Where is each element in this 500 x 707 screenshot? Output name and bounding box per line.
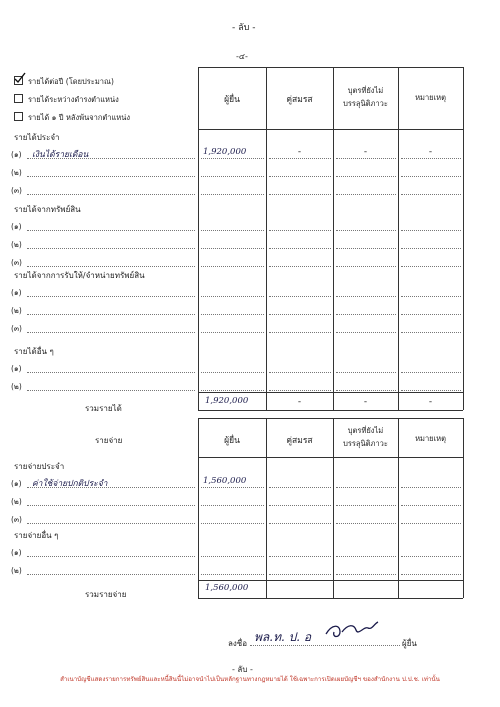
signature-scribble	[324, 620, 380, 642]
income-row-number: (๓)	[11, 186, 22, 195]
income-cell-line	[269, 248, 331, 249]
income-row-line	[27, 176, 195, 177]
expense-cell-line	[401, 487, 461, 488]
income-cell-line	[269, 266, 331, 267]
income-cell-line	[201, 230, 264, 231]
expense-col-filer: ผู้ยื่น	[224, 436, 240, 446]
income-row-description: เงินได้รายเดือน	[32, 150, 89, 160]
income-cell-line	[336, 390, 396, 391]
income-row-number: (๒)	[11, 382, 22, 391]
expense-cell-line	[269, 505, 331, 506]
income-cell-line	[336, 248, 396, 249]
income-row-line	[27, 332, 195, 333]
expense-row-number: (๒)	[11, 497, 22, 506]
income-section-title: รายได้ประจำ	[14, 133, 60, 142]
income-row-number: (๑)	[11, 364, 22, 373]
income-cell-line	[269, 176, 331, 177]
income-cell-line	[201, 266, 264, 267]
expense-cell-line	[336, 487, 396, 488]
expense-cell-line	[201, 556, 264, 557]
classification-stamp-bottom: - ลับ -	[232, 665, 253, 674]
expense-row-number: (๑)	[11, 479, 22, 488]
income-cell-line	[269, 332, 331, 333]
income-cell-line	[401, 296, 461, 297]
expense-row-number: (๓)	[11, 515, 22, 524]
income-row-line	[27, 296, 195, 297]
expense-total-label: รวมรายจ่าย	[85, 590, 127, 599]
income-cell-line	[336, 332, 396, 333]
income-row-line	[27, 372, 195, 373]
signature-prefix: ลงชื่อ	[228, 639, 248, 648]
expense-section-title: รายจ่ายประจำ	[14, 462, 65, 471]
income-cell-line	[201, 176, 264, 177]
expense-cell-line	[201, 523, 264, 524]
income-cell-line	[201, 158, 264, 159]
signature-name: พล.ท. ป. อ	[254, 630, 312, 644]
income-cell-line	[201, 314, 264, 315]
expense-cell-line	[269, 487, 331, 488]
expense-cell-line	[269, 574, 331, 575]
expense-col-remark: หมายเหตุ	[415, 434, 446, 443]
income-row-number: (๒)	[11, 240, 22, 249]
option-income-after-office-label: รายได้ ๑ ปี หลังพ้นจากตำแหน่ง	[28, 113, 131, 122]
income-row-number: (๓)	[11, 324, 22, 333]
income-cell-line	[401, 372, 461, 373]
income-total-child: -	[363, 397, 368, 407]
income-cell-line	[401, 158, 461, 159]
income-cell-line	[269, 296, 331, 297]
income-row-line	[27, 248, 195, 249]
expense-col-spouse: คู่สมรส	[286, 436, 313, 446]
income-row-line	[27, 194, 195, 195]
expense-cell-line	[401, 523, 461, 524]
option-annual-income-label: รายได้ต่อปี (โดยประมาณ)	[28, 77, 114, 86]
income-col-minor-child: บุตรที่ยังไม่ บรรลุนิติภาวะ	[343, 86, 388, 108]
expense-cell-line	[269, 523, 331, 524]
income-cell-line	[201, 372, 264, 373]
income-cell-line	[336, 194, 396, 195]
income-cell-line	[201, 194, 264, 195]
option-income-during-office-label: รายได้ระหว่างดำรงตำแหน่ง	[28, 95, 119, 104]
income-row-number: (๓)	[11, 258, 22, 267]
expense-total-filer: 1,560,000	[205, 583, 249, 593]
income-row-number: (๑)	[11, 288, 22, 297]
expense-cell-line	[201, 574, 264, 575]
expense-row-line	[27, 523, 195, 524]
income-total-label: รวมรายได้	[85, 404, 122, 413]
signature-suffix: ผู้ยื่น	[402, 639, 417, 648]
income-cell-line	[401, 194, 461, 195]
expense-row-number: (๒)	[11, 566, 22, 575]
income-row-filer-amount: 1,920,000	[203, 147, 247, 157]
income-col-remark: หมายเหตุ	[415, 93, 446, 102]
page-number: -๔-	[236, 52, 248, 61]
classification-stamp-top: - ลับ -	[232, 23, 256, 33]
income-cell-line	[201, 296, 264, 297]
expense-cell-line	[401, 574, 461, 575]
expense-cell-line	[201, 487, 264, 488]
expense-col-minor-child: บุตรที่ยังไม่ บรรลุนิติภาวะ	[343, 426, 388, 448]
income-cell-line	[201, 248, 264, 249]
income-row-line	[27, 390, 195, 391]
expense-cell-line	[336, 556, 396, 557]
income-cell-line	[269, 158, 331, 159]
expense-cell-line	[336, 523, 396, 524]
income-cell-line	[269, 390, 331, 391]
expense-cell-line	[401, 556, 461, 557]
income-cell-line	[336, 266, 396, 267]
income-row-line	[27, 230, 195, 231]
income-section-title: รายได้จากทรัพย์สิน	[14, 205, 81, 214]
income-total-spouse: -	[297, 397, 302, 407]
checkbox-income-during-office[interactable]	[14, 94, 23, 103]
income-cell-line	[336, 158, 396, 159]
income-cell-line	[401, 230, 461, 231]
income-cell-line	[401, 266, 461, 267]
income-row-number: (๑)	[11, 150, 22, 159]
income-cell-line	[336, 176, 396, 177]
expense-cell-line	[269, 556, 331, 557]
income-cell-line	[269, 230, 331, 231]
income-cell-line	[336, 296, 396, 297]
income-row-number: (๒)	[11, 306, 22, 315]
expense-row-number: (๑)	[11, 548, 22, 557]
income-section-title: รายได้อื่น ๆ	[14, 347, 54, 356]
income-row-line	[27, 266, 195, 267]
income-cell-line	[269, 314, 331, 315]
income-cell-line	[401, 176, 461, 177]
expense-cell-line	[201, 505, 264, 506]
income-cell-line	[401, 248, 461, 249]
income-cell-line	[336, 372, 396, 373]
expense-row-line	[27, 574, 195, 575]
expense-row-filer-amount: 1,560,000	[203, 476, 247, 486]
income-row-note: -	[428, 147, 433, 157]
checkbox-annual-income[interactable]	[14, 76, 23, 85]
income-cell-line	[401, 390, 461, 391]
expense-row-description: ค่าใช้จ่ายปกติประจำ	[32, 479, 108, 489]
expense-section-title: รายจ่ายอื่น ๆ	[14, 531, 59, 540]
income-total-filer: 1,920,000	[205, 396, 249, 406]
income-row-number: (๒)	[11, 168, 22, 177]
income-cell-line	[201, 332, 264, 333]
income-cell-line	[401, 332, 461, 333]
income-col-spouse: คู่สมรส	[286, 95, 313, 105]
income-section-title: รายได้จากการรับให้/จำหน่ายทรัพย์สิน	[14, 271, 145, 280]
expense-row-line	[27, 556, 195, 557]
income-cell-line	[201, 390, 264, 391]
income-col-filer: ผู้ยื่น	[224, 95, 240, 105]
income-cell-line	[401, 314, 461, 315]
disclaimer-notice: สำเนาบัญชีแสดงรายการทรัพย์สินและหนี้สินนี้ไม่อาจนำไปเป็นหลักฐานทางกฎหมายได้ ใช้เฉพาะการเปิดเผยบัญชีฯ ของสำนักงาน ป.ป.ช. เท่านั้น	[60, 676, 440, 683]
income-cell-line	[269, 372, 331, 373]
expense-row-line	[27, 505, 195, 506]
checkmark-icon	[14, 72, 26, 84]
expense-cell-line	[401, 505, 461, 506]
expense-heading: รายจ่าย	[95, 436, 123, 445]
checkbox-income-after-office[interactable]	[14, 112, 23, 121]
income-cell-line	[336, 230, 396, 231]
income-row-line	[27, 314, 195, 315]
income-cell-line	[269, 194, 331, 195]
income-row-spouse-amount: -	[297, 147, 302, 157]
expense-cell-line	[336, 574, 396, 575]
income-row-child-amount: -	[363, 147, 368, 157]
expense-cell-line	[336, 505, 396, 506]
income-total-note: -	[428, 397, 433, 407]
income-cell-line	[336, 314, 396, 315]
income-row-number: (๑)	[11, 222, 22, 231]
